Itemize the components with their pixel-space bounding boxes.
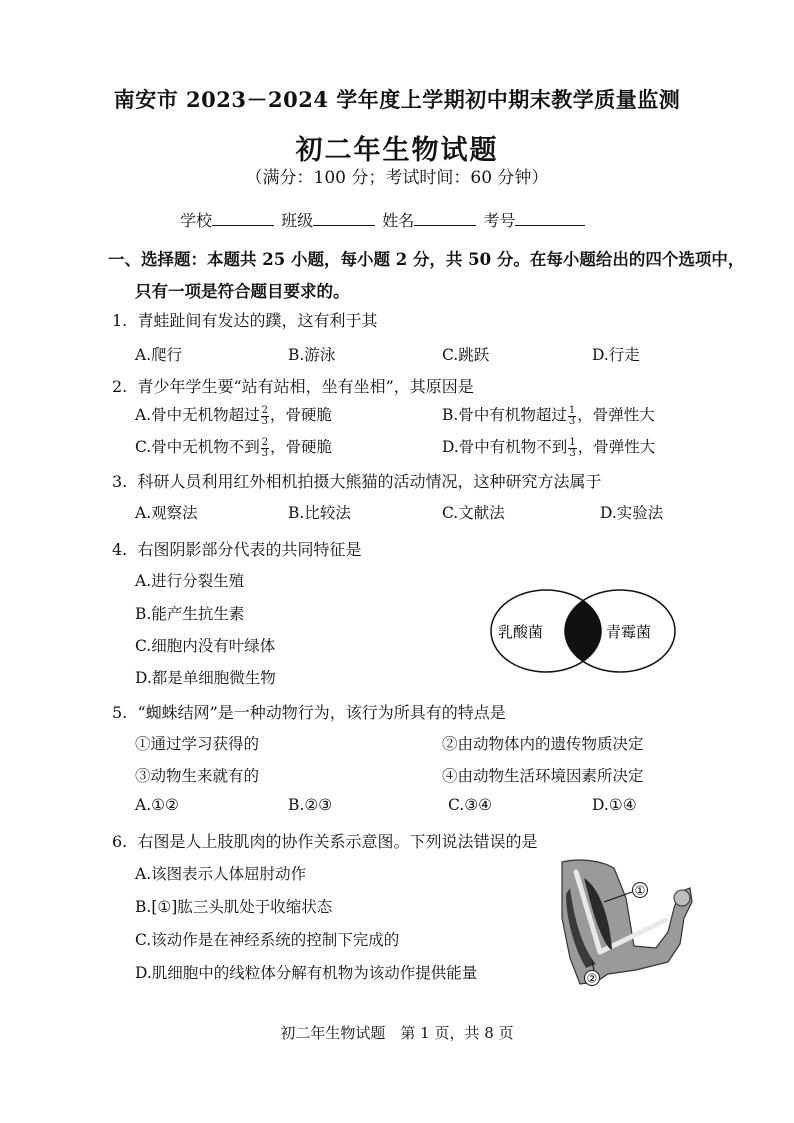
- q2-option-a: A.骨中无机物超过 $\frac{2}{3}$ ，骨硬脆: [135, 404, 333, 427]
- q1-option-d: D.行走: [592, 346, 640, 364]
- q1-option-a: A.爬行: [135, 346, 183, 364]
- question-1: [112, 308, 377, 331]
- field-class-blank: [313, 209, 375, 226]
- q6-option-d: D.肌细胞中的线粒体分解有机物为该动作提供能量: [135, 964, 478, 982]
- question-text: 科研人员利用红外相机拍摄大熊猫的活动情况，这种研究方法属于: [137, 472, 602, 491]
- q6-option-a: A.该图表示人体屈肘动作: [135, 865, 307, 883]
- question-text: 青少年学生要“站有站相，坐有坐相”，其原因是: [137, 377, 474, 396]
- q1-option-c: C.跳跃: [442, 346, 490, 364]
- label-1: ①: [634, 883, 646, 898]
- section-instructions-line1: 一、选择题：本题共 25 小题，每小题 2 分，共 50 分。在每小题给出的四个选项中，: [108, 250, 745, 269]
- fraction: $\frac{1}{3}$: [568, 404, 576, 427]
- field-school-label: 学校: [180, 211, 213, 230]
- field-class-label: 班级: [281, 211, 314, 230]
- question-2: [112, 374, 474, 397]
- fraction: $\frac{2}{3}$: [261, 436, 269, 459]
- q3-option-b: B.比较法: [288, 504, 351, 522]
- q6-option-c: C.该动作是在神经系统的控制下完成的: [135, 931, 400, 949]
- q6-option-b: B.[①]肱三头肌处于收缩状态: [135, 898, 333, 916]
- venn-left-label: 乳酸菌: [498, 623, 544, 641]
- arm-silhouette: [562, 860, 692, 984]
- q3-option-a: A.观察法: [135, 504, 198, 522]
- q5-option-a: A.①②: [135, 796, 179, 814]
- q3-option-d: D.实验法: [600, 504, 664, 522]
- venn-diagram: [488, 586, 678, 678]
- question-text: 右图阴影部分代表的共同特征是: [137, 540, 362, 559]
- question-number: 4.: [112, 540, 128, 559]
- fist: [674, 890, 690, 906]
- question-text: 右图是人上肢肌肉的协作关系示意图。下列说法错误的是: [137, 832, 538, 851]
- field-name-blank: [414, 209, 476, 226]
- q3-option-c: C.文献法: [442, 504, 505, 522]
- arm-muscle-diagram: [556, 858, 696, 990]
- section-instructions-line2: 只有一项是符合题目要求的。: [135, 282, 350, 301]
- exam-title: 南安市 2023－2024 学年度上学期初中期末教学质量监测: [113, 87, 681, 112]
- q5-option-d: D.①④: [592, 796, 637, 814]
- page-footer: 初二年生物试题 第 1 页，共 8 页: [280, 1024, 514, 1042]
- field-id-blank: [515, 209, 585, 226]
- question-number: 3.: [112, 472, 128, 491]
- q5-statement-1: ①通过学习获得的: [135, 735, 260, 753]
- q4-option-a: A.进行分裂生殖: [135, 572, 245, 590]
- field-name-label: 姓名: [382, 211, 415, 230]
- q5-statement-3: ③动物生来就有的: [135, 767, 260, 785]
- exam-info: （满分：100 分；考试时间：60 分钟）: [245, 168, 549, 188]
- question-5: [112, 700, 506, 723]
- q5-option-b: B.②③: [288, 796, 333, 814]
- q1-option-b: B.游泳: [288, 346, 336, 364]
- q2-option-c: C.骨中无机物不到 $\frac{2}{3}$ ，骨硬脆: [135, 436, 333, 459]
- question-4: [112, 537, 361, 560]
- venn-right-label: 青霉菌: [606, 623, 652, 641]
- q2-option-b: B.骨中有机物超过 $\frac{1}{3}$ ，骨弹性大: [442, 404, 655, 427]
- label-2: ②: [586, 971, 598, 986]
- fraction: $\frac{2}{3}$: [261, 404, 268, 427]
- question-number: 5.: [112, 703, 128, 722]
- q4-option-b: B.能产生抗生素: [135, 605, 245, 623]
- q2-option-d: D.骨中有机物不到 $\frac{1}{3}$ ，骨弹性大: [442, 436, 656, 459]
- student-info-fields: [180, 208, 587, 231]
- q5-statement-4: ④由动物生活环境因素所决定: [442, 767, 644, 785]
- fraction: $\frac{1}{3}$: [569, 436, 576, 459]
- field-id-label: 考号: [483, 211, 516, 230]
- q4-option-d: D.都是单细胞微生物: [135, 669, 276, 687]
- question-number: 2.: [112, 377, 128, 396]
- question-text: “蜘蛛结网”是一种动物行为，该行为所具有的特点是: [137, 703, 506, 722]
- exam-subject: 初二年生物试题: [295, 135, 499, 166]
- q5-statement-2: ②由动物体内的遗传物质决定: [442, 735, 644, 753]
- question-number: 1.: [112, 311, 128, 330]
- question-text: 青蛙趾间有发达的蹼，这有利于其: [137, 311, 378, 330]
- question-3: [112, 469, 601, 492]
- question-6: [112, 829, 537, 852]
- field-school-blank: [212, 209, 274, 226]
- q4-option-c: C.细胞内没有叶绿体: [135, 637, 276, 655]
- q5-option-c: C.③④: [448, 796, 493, 814]
- question-number: 6.: [112, 832, 128, 851]
